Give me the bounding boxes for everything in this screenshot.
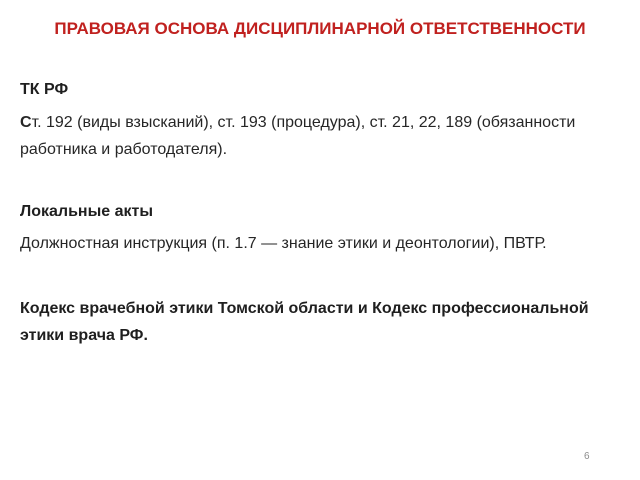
section-text-ethics-codes: Кодекс врачебной этики Томской области и Кодекс профессиональной этики врача РФ. <box>20 300 589 344</box>
section-text-tk-rf <box>20 109 600 163</box>
section-heading-tk-rf: ТК РФ <box>20 81 69 98</box>
slide-content <box>20 79 600 349</box>
slide-title: ПРАВОВАЯ ОСНОВА ДИСЦИПЛИНАРНОЙ ОТВЕТСТВЕННОСТИ <box>54 19 586 38</box>
text-initial-letter: С <box>20 114 32 131</box>
page-number: 6 <box>584 451 590 462</box>
section-heading-local-acts: Локальные акты <box>20 203 153 220</box>
section-text-local-acts: Должностная инструкция (п. 1.7 — знание этики и деонтологии), ПВТР. <box>20 235 547 252</box>
text-body: т. 192 (виды взысканий), ст. 193 (процедура), ст. 21, 22, 189 (обязанности работника и работодателя). <box>20 114 576 158</box>
